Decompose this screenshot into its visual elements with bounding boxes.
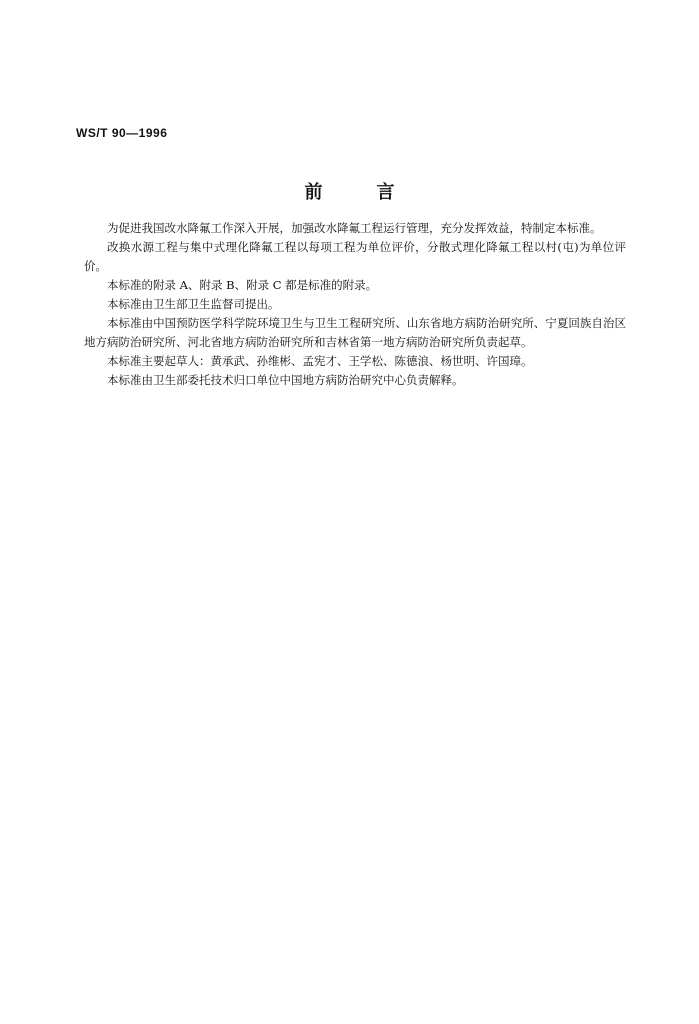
preface-body bbox=[84, 219, 626, 390]
page-title: 前言 bbox=[304, 182, 449, 203]
paragraph: 改换水源工程与集中式理化降氟工程以每项工程为单位评价，分散式理化降氟工程以村(屯)为单位评价。 bbox=[84, 240, 626, 273]
paragraph: 本标准由中国预防医学科学院环境卫生与卫生工程研究所、山东省地方病防治研究所、宁夏回族自治区地方病防治研究所、河北省地方病防治研究所和吉林省第一地方病防治研究所负责起草。 bbox=[84, 316, 626, 349]
standard-number: WS/T 90—1996 bbox=[76, 126, 168, 140]
paragraph: 本标准由卫生部卫生监督司提出。 bbox=[107, 297, 280, 311]
paragraph: 本标准主要起草人：黄承武、孙维彬、孟宪才、王学松、陈德浪、杨世明、许国璋。 bbox=[107, 354, 533, 368]
paragraph: 本标准由卫生部委托技术归口单位中国地方病防治研究中心负责解释。 bbox=[107, 373, 464, 387]
paragraph: 本标准的附录 A、附录 B、附录 C 都是标准的附录。 bbox=[107, 278, 378, 292]
paragraph: 为促进我国改水降氟工作深入开展，加强改水降氟工程运行管理，充分发挥效益，特制定本标准。 bbox=[107, 221, 602, 235]
